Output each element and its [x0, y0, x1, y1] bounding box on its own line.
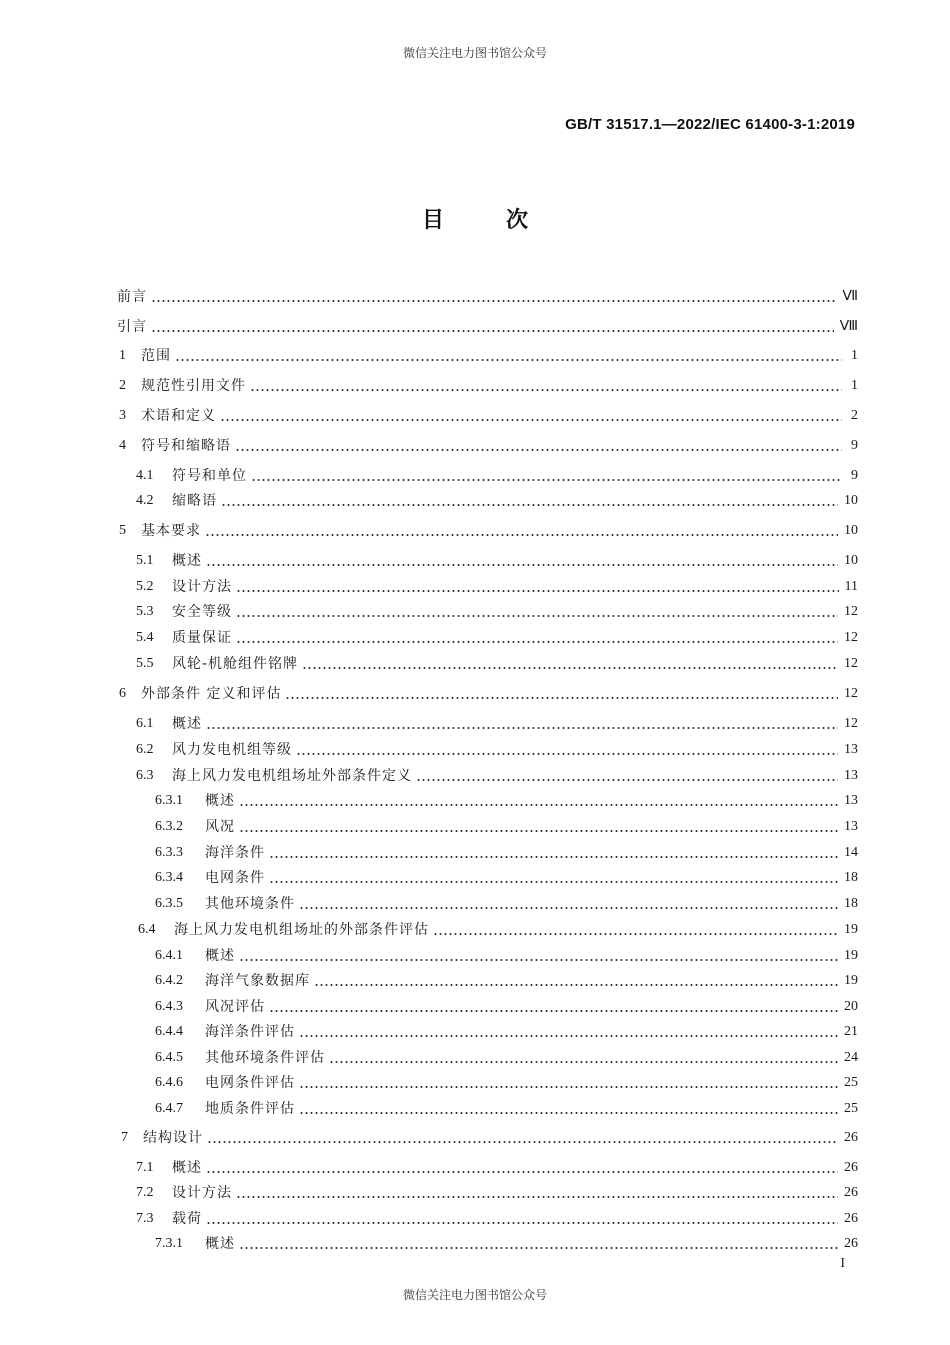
- toc-entry[interactable]: [138, 920, 858, 940]
- toc-entry[interactable]: [155, 946, 858, 966]
- toc-entry-label: 设计方法: [172, 1185, 232, 1201]
- toc-entry-label: 电网条件: [205, 870, 265, 886]
- watermark-top: 微信关注电力图书馆公众号: [402, 46, 547, 60]
- toc-entry-label: 风况: [205, 819, 235, 835]
- toc-entry[interactable]: [136, 466, 858, 486]
- dot-leader: [299, 1112, 838, 1114]
- toc-entry-label: 规范性引用文件: [141, 378, 246, 394]
- toc-entry[interactable]: [155, 791, 858, 811]
- toc-entry-number: 5.1: [136, 553, 154, 568]
- toc-entry[interactable]: [136, 654, 858, 674]
- toc-entry[interactable]: [119, 684, 858, 704]
- toc-entry-label: 结构设计: [143, 1130, 203, 1146]
- dot-leader: [236, 1196, 838, 1198]
- toc-entry-number: 6.3: [136, 768, 154, 783]
- dot-leader: [151, 330, 834, 332]
- toc-entry-label: 范围: [141, 348, 171, 364]
- toc-entry-label: 安全等级: [172, 604, 232, 620]
- toc-entry-number: 5.4: [136, 630, 154, 645]
- toc-entry[interactable]: [155, 817, 858, 837]
- toc-entry-label: 概述: [172, 1160, 202, 1176]
- toc-entry[interactable]: [136, 766, 858, 786]
- toc-entry[interactable]: [155, 843, 858, 863]
- toc-entry-number: 3: [119, 408, 126, 423]
- toc-entry-page: 18: [844, 870, 858, 885]
- toc-entry-page: 10: [844, 493, 858, 508]
- toc-entry-label: 基本要求: [141, 523, 201, 539]
- toc-entry-label: 概述: [205, 793, 235, 809]
- toc-entry-number: 6.3.5: [155, 896, 183, 911]
- toc-entry-label: 术语和定义: [141, 408, 216, 424]
- toc-entry-number: 6: [119, 686, 126, 701]
- toc-entry-page: 10: [844, 523, 858, 538]
- toc-entry[interactable]: [136, 577, 858, 597]
- toc-entry-page: 1: [851, 348, 858, 363]
- toc-entry-number: 5.3: [136, 604, 154, 619]
- dot-leader: [299, 1086, 838, 1088]
- toc-entry-number: 6.3.2: [155, 819, 183, 834]
- toc-entry-page: 10: [844, 553, 858, 568]
- toc-entry-page: 12: [844, 604, 858, 619]
- toc-entry-page: 19: [844, 948, 858, 963]
- toc-entry-page: 13: [844, 819, 858, 834]
- toc-entry-label: 引言: [117, 319, 147, 335]
- dot-leader: [299, 907, 838, 909]
- toc-entry-number: 6.4.5: [155, 1050, 183, 1065]
- toc-entry-page: 12: [844, 686, 858, 701]
- dot-leader: [236, 641, 838, 643]
- toc-entry-label: 其他环境条件评估: [205, 1050, 325, 1066]
- toc-entry-page: 9: [851, 438, 858, 453]
- toc-entry-number: 1: [119, 348, 126, 363]
- toc-entry[interactable]: [155, 894, 858, 914]
- toc-entry[interactable]: [136, 491, 858, 511]
- toc-entry[interactable]: [136, 1158, 858, 1178]
- toc-entry-label: 设计方法: [172, 579, 232, 595]
- toc-entry[interactable]: [119, 406, 858, 426]
- toc-entry-page: 1: [851, 378, 858, 393]
- dot-leader: [239, 830, 838, 832]
- dot-leader: [236, 590, 839, 592]
- toc-entry[interactable]: [117, 287, 858, 307]
- toc-entry-number: 6.4.4: [155, 1024, 183, 1039]
- toc-entry[interactable]: [136, 628, 858, 648]
- dot-leader: [175, 359, 842, 361]
- toc-entry-number: 7.1: [136, 1160, 154, 1175]
- toc-entry-page: 26: [844, 1160, 858, 1175]
- toc-entry-page: 25: [844, 1075, 858, 1090]
- toc-entry-label: 海上风力发电机组场址的外部条件评估: [174, 922, 429, 938]
- toc-entry-page: 19: [844, 922, 858, 937]
- toc-entry-page: 24: [844, 1050, 858, 1065]
- toc-entry-label: 海洋气象数据库: [205, 973, 310, 989]
- toc-entry-label: 地质条件评估: [205, 1101, 295, 1117]
- toc-entry-number: 6.4.6: [155, 1075, 183, 1090]
- dot-leader: [206, 1222, 838, 1224]
- toc-entry[interactable]: [155, 868, 858, 888]
- toc-entry-page: 12: [844, 630, 858, 645]
- toc-entry-page: 12: [844, 716, 858, 731]
- toc-entry[interactable]: [119, 436, 858, 456]
- toc-entry-label: 概述: [172, 553, 202, 569]
- toc-entry[interactable]: [155, 997, 858, 1017]
- toc-entry-label: 概述: [205, 948, 235, 964]
- toc-entry[interactable]: [136, 740, 858, 760]
- toc-entry-number: 4.1: [136, 468, 154, 483]
- toc-entry[interactable]: [155, 1099, 858, 1119]
- toc-entry-page: Ⅷ: [839, 319, 858, 334]
- dot-leader: [239, 804, 838, 806]
- toc-entry-label: 海上风力发电机组场址外部条件定义: [172, 768, 412, 784]
- toc-entry-number: 6.1: [136, 716, 154, 731]
- toc-entry-number: 7.3: [136, 1211, 154, 1226]
- toc-entry-page: 13: [844, 793, 858, 808]
- toc-entry[interactable]: [121, 1128, 858, 1148]
- toc-entry-number: 7.2: [136, 1185, 154, 1200]
- dot-leader: [151, 300, 836, 302]
- dot-leader: [302, 667, 838, 669]
- toc-entry-number: 5: [119, 523, 126, 538]
- toc-entry-page: 13: [844, 768, 858, 783]
- dot-leader: [329, 1061, 838, 1063]
- toc-entry-number: 4: [119, 438, 126, 453]
- toc-entry[interactable]: [136, 602, 858, 622]
- toc-entry-label: 其他环境条件: [205, 896, 295, 912]
- toc-entry-label: 电网条件评估: [205, 1075, 295, 1091]
- toc-entry-page: 18: [844, 896, 858, 911]
- toc-entry-number: 6.4.2: [155, 973, 183, 988]
- dot-leader: [206, 727, 838, 729]
- toc-entry-page: 26: [844, 1236, 858, 1251]
- toc-entry-label: 概述: [205, 1236, 235, 1252]
- toc-entry-number: 4.2: [136, 493, 154, 508]
- toc-entry-page: Ⅶ: [842, 289, 858, 304]
- toc-entry-number: 6.3.4: [155, 870, 183, 885]
- dot-leader: [251, 479, 842, 481]
- toc-entry-page: 12: [844, 656, 858, 671]
- toc-entry-label: 风力发电机组等级: [172, 742, 292, 758]
- toc-entry-page: 19: [844, 973, 858, 988]
- toc-entry-label: 前言: [117, 289, 147, 305]
- toc-entry-page: 11: [844, 579, 858, 594]
- dot-leader: [205, 534, 838, 536]
- dot-leader: [269, 1010, 838, 1012]
- toc-entry-page: 20: [844, 999, 858, 1014]
- dot-leader: [239, 1247, 838, 1249]
- dot-leader: [433, 933, 838, 935]
- toc-entry[interactable]: [119, 346, 858, 366]
- dot-leader: [235, 449, 842, 451]
- toc-entry[interactable]: [155, 1234, 858, 1254]
- toc-entry-page: 2: [851, 408, 858, 423]
- toc-entry-number: 6.3.3: [155, 845, 183, 860]
- dot-leader: [269, 881, 838, 883]
- toc-entry-number: 5.5: [136, 656, 154, 671]
- toc-entry[interactable]: [136, 551, 858, 571]
- page-number: I: [840, 1256, 845, 1271]
- dot-leader: [269, 856, 838, 858]
- toc-entry-number: 6.4.3: [155, 999, 183, 1014]
- dot-leader: [207, 1141, 838, 1143]
- toc-entry[interactable]: [155, 971, 858, 991]
- toc-entry[interactable]: [136, 714, 858, 734]
- toc-entry-number: 6.4: [138, 922, 156, 937]
- standard-number: GB/T 31517.1—2022/IEC 61400-3-1:2019: [565, 116, 855, 133]
- toc-entry-label: 海洋条件: [205, 845, 265, 861]
- toc-entry-page: 26: [844, 1211, 858, 1226]
- dot-leader: [206, 564, 838, 566]
- dot-leader: [285, 697, 838, 699]
- toc-entry-number: 7.3.1: [155, 1236, 183, 1251]
- toc-entry-page: 25: [844, 1101, 858, 1116]
- toc-title: 目次: [421, 208, 590, 233]
- toc-entry-label: 风轮-机舱组件铭牌: [172, 656, 299, 672]
- toc-entry-number: 6.2: [136, 742, 154, 757]
- toc-entry-label: 符号和单位: [172, 468, 247, 484]
- toc-entry-label: 风况评估: [205, 999, 265, 1015]
- toc-entry-page: 9: [851, 468, 858, 483]
- toc-entry-label: 符号和缩略语: [141, 438, 231, 454]
- toc-entry-label: 海洋条件评估: [205, 1024, 295, 1040]
- toc-entry-number: 7: [121, 1130, 128, 1145]
- watermark-bottom: 微信关注电力图书馆公众号: [402, 1288, 547, 1302]
- dot-leader: [239, 959, 838, 961]
- toc-entry-number: 6.3.1: [155, 793, 183, 808]
- toc-entry-label: 外部条件 定义和评估: [141, 686, 282, 702]
- dot-leader: [220, 419, 842, 421]
- toc-entry-label: 质量保证: [172, 630, 232, 646]
- dot-leader: [296, 753, 838, 755]
- dot-leader: [250, 389, 842, 391]
- dot-leader: [314, 984, 838, 986]
- toc-entry-label: 概述: [172, 716, 202, 732]
- toc-entry[interactable]: [119, 376, 858, 396]
- toc-entry-page: 26: [844, 1130, 858, 1145]
- toc-entry[interactable]: [155, 1073, 858, 1093]
- dot-leader: [299, 1035, 838, 1037]
- toc-entry[interactable]: [119, 521, 858, 541]
- toc-entry-page: 13: [844, 742, 858, 757]
- toc-entry-number: 2: [119, 378, 126, 393]
- toc-entry-number: 5.2: [136, 579, 154, 594]
- toc-entry[interactable]: [155, 1048, 858, 1068]
- toc-entry-page: 21: [844, 1024, 858, 1039]
- toc-entry[interactable]: [136, 1209, 858, 1229]
- dot-leader: [236, 615, 838, 617]
- toc-entry-page: 14: [844, 845, 858, 860]
- dot-leader: [206, 1171, 838, 1173]
- toc-entry-number: 6.4.1: [155, 948, 183, 963]
- dot-leader: [416, 779, 838, 781]
- toc-entry[interactable]: [155, 1022, 858, 1042]
- toc-entry-label: 载荷: [172, 1211, 202, 1227]
- toc-entry[interactable]: [117, 317, 858, 337]
- toc-entry-number: 6.4.7: [155, 1101, 183, 1116]
- dot-leader: [221, 504, 838, 506]
- toc-entry[interactable]: [136, 1183, 858, 1203]
- toc-entry-page: 26: [844, 1185, 858, 1200]
- toc-entry-label: 缩略语: [172, 493, 217, 509]
